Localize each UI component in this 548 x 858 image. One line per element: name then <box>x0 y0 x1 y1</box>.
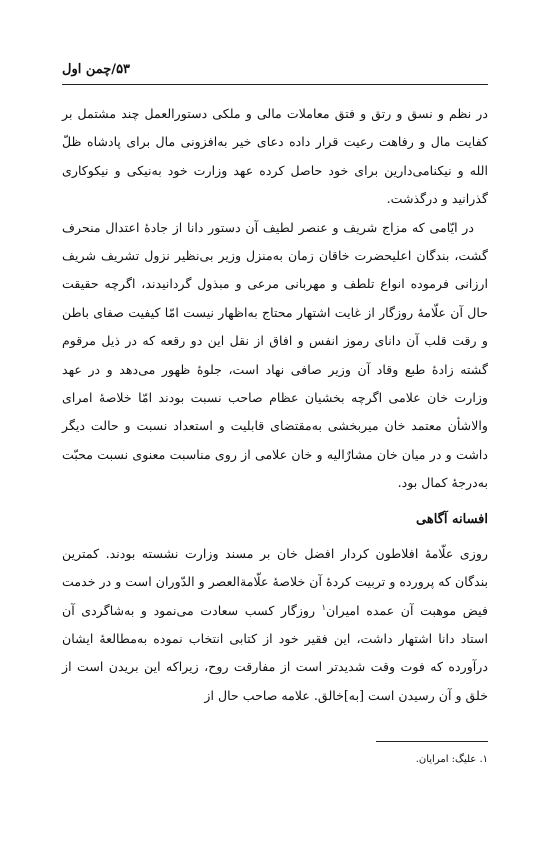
running-head-text: ۵۳/چمن اول <box>62 62 131 77</box>
paragraph-1: در نظم و نسق و رتق و فتق معاملات مالی و ملکی دستورالعمل چند مشتمل بر کفایت مال و رفاهت رعیت قرار داده دعای خیر به‌افزونی مال برای پادشاه ظلّ الله و نیکنامی‌دارین برای خود حاصل کرده عهد وزارت خود به‌نیکی و نیکوکاری گذرانید و درگذشت. <box>62 106 488 207</box>
header-rule <box>62 84 488 85</box>
paragraph-3-part-b: روزگار کسب سعادت می‌نمود و به‌شاگردی آن استاد دانا اشتهار داشت، این فقیر خود از کتابی انتخاب نموده به‌مطالعهٔ ایشان درآورده که فوت وقت شدیدتر است از مفارقت روح، زیراکه این بریدن است از خلق و آن رسیدن است [به]خالق. علامه صاحب حال از <box>62 602 488 703</box>
paragraph-3-part-a: روزی علّامهٔ افلاطون کردار افضل خان بر مسند وزارت نشسته بودند. کمترین بندگان که پرورده و تربیت کردهٔ آن خلاصهٔ علّامةالعصر و الدّوران است و در خدمت فیض موهبت آن عمده امیران <box>62 545 488 618</box>
body-text <box>62 100 488 710</box>
footnote: ۱. علیگ: امرایان. <box>415 754 488 765</box>
footnote-reference[interactable]: ۱ <box>321 602 326 612</box>
book-page <box>62 0 488 858</box>
paragraph-2: در ایّامی که مزاج شریف و عنصر لطیف آن دستور دانا از جادهٔ اعتدال منحرف گشت، بندگان اعلیحضرت خاقان زمان به‌منزل وزیر بی‌نظیر نزول تشریف شریف ارزانی فرموده انواع تلطف و مهربانی مرعی و مبذول گردانیدند، اگرچه حقیقت حال آن علّامهٔ روزگار از غایت اشتهار محتاج به‌اظهار نیست امّا کیفیت صفای باطن و رقت قلب آن دانای رموز انفس و افاق از نقل این دو رقعه که در ذیل مرقوم گشته زادهٔ طبع وقاد آن وزیر صافی نهاد است، جلوهٔ ظهور می‌دهد و در عهد وزارت خان علامی اگرچه بخشیان عظام صاحب نسبت بودند امّا خلاصهٔ امرای والاشأن معتمد خان میربخشی به‌مقتضای قابلیت و استعداد نسبت و حالت دیگر داشت و در میان خان مشارٌالیه و خان علامی از روی مناسبت معنوی نسبت محبّت به‌درجهٔ کمال بود. <box>62 219 488 491</box>
paragraph-3 <box>62 540 488 710</box>
running-head <box>62 62 488 77</box>
footnote-rule <box>376 741 488 742</box>
section-title: افسانه آگاهی <box>416 511 488 527</box>
